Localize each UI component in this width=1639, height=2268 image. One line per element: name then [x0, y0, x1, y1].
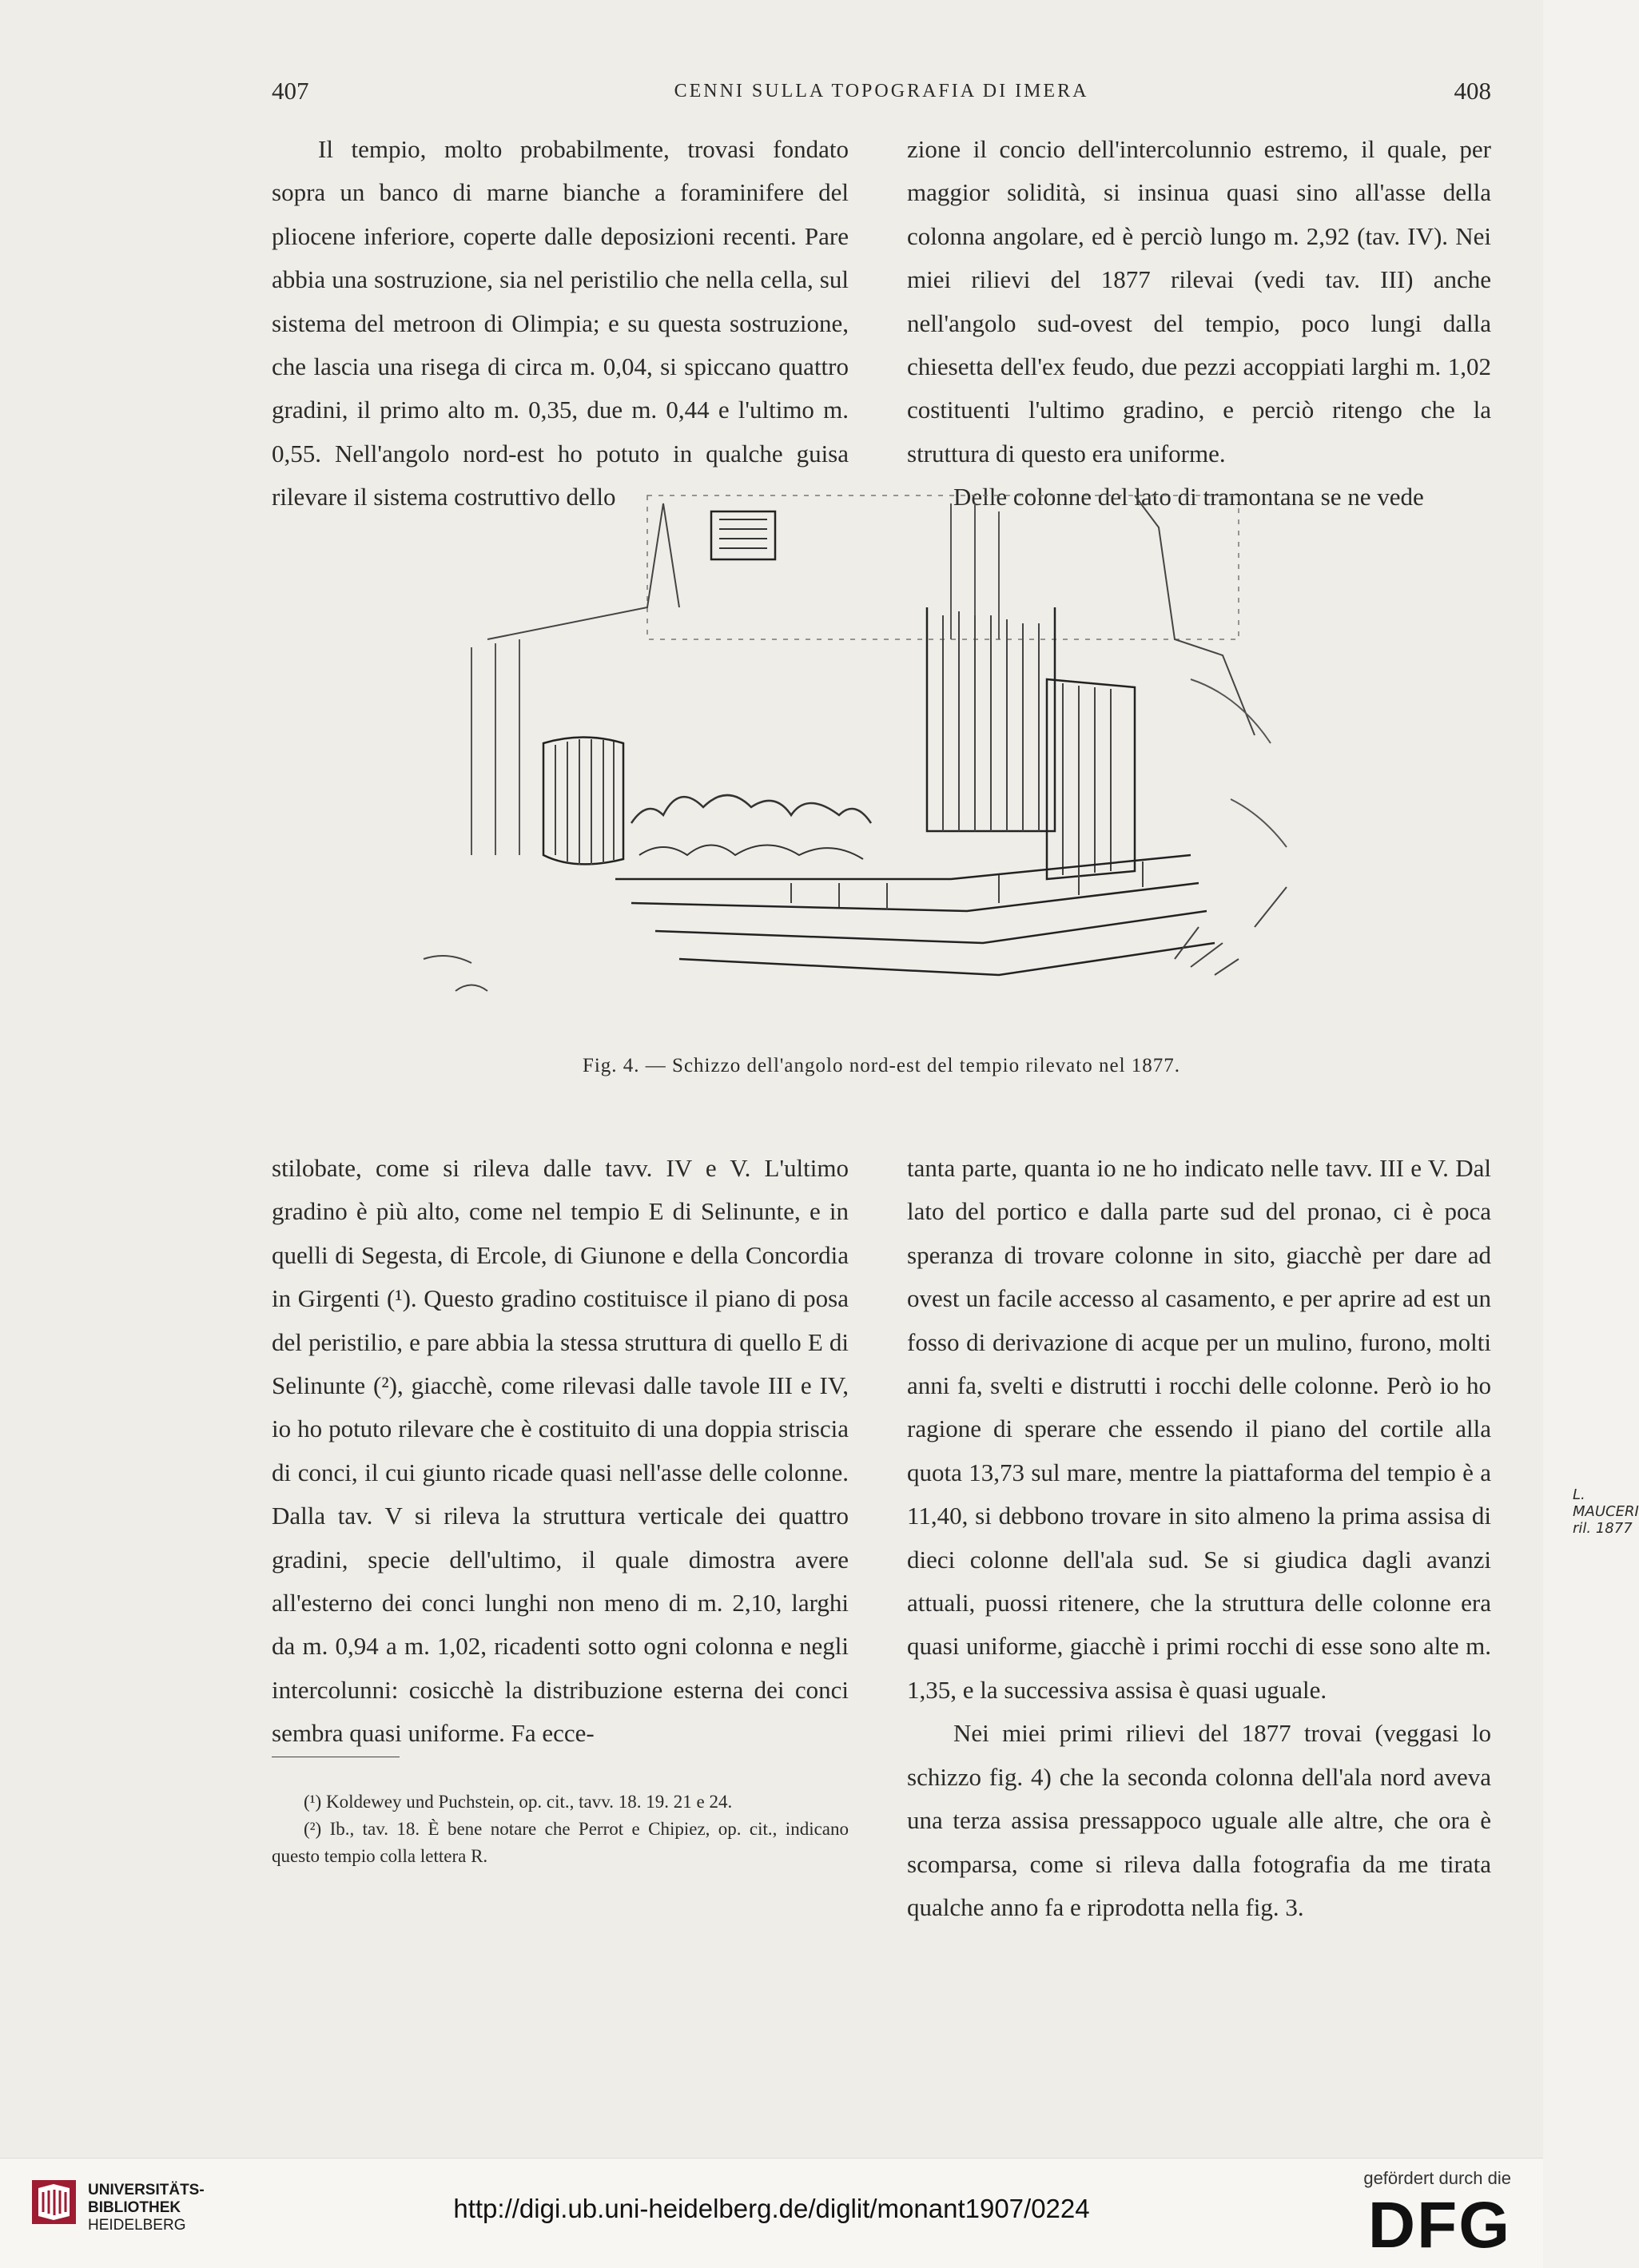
permalink-url[interactable]: http://digi.ub.uni-heidelberg.de/diglit/monant1907/0224: [453, 2194, 1090, 2223]
page-number-right: 408: [1454, 77, 1491, 105]
ruins-sketch-illustration: [392, 479, 1370, 1059]
left-column-top: [272, 128, 849, 519]
footnote: (¹) Koldewey und Puchstein, op. cit., tavv. 18. 19. 21 e 24.: [304, 1792, 733, 1812]
paragraph: tanta parte, quanta io ne ho indicato nelle tavv. III e V. Dal lato del portico e dalla parte sud del pronao, ci è poca speranza di trovare colonne in sito, giacchè per dare ad ovest un facile accesso al casamento, e per aprire ad est un fosso di derivazione di acque per un mulino, furono, molti anni fa, svelti e distrutti i rocchi delle colonne. Però io ho ragione di sperare che essendo il piano del cortile alla quota 13,73 sul mare, mentre la piattaforma del tempio è a 11,40, si debbono trovare in sito almeno la prima assisa di dieci colonne dell'ala sud. Se si giudica dagli avanzi attuali, puossi ritenere, che la struttura delle colonne era quasi uniforme, giacchè i primi rocchi di esse sono alte m. 1,35, e la successiva assisa è quasi uguale.: [907, 1154, 1491, 1704]
paragraph: Nei miei primi rilievi del 1877 trovai (veggasi lo schizzo fig. 4) che la seconda colonna dell'ala nord aveva una terza assisa pressappoco uguale alle altre, che ora è scomparsa, come si rileva dalla fotografia da me tirata qualche anno fa e riprodotta nella fig. 3.: [907, 1719, 1491, 1921]
library-name: UNIVERSITÄTS- BIBLIOTHEK HEIDELBERG: [88, 2182, 205, 2234]
footnotes: [272, 1789, 849, 1870]
page-header: [272, 77, 1491, 109]
dfg-logo: DFG: [1367, 2189, 1511, 2262]
right-column-top: [907, 128, 1491, 519]
paragraph: Il tempio, molto probabilmente, trovasi fondato sopra un banco di marne bianche a foraminifere del pliocene inferiore, coperte dalle deposizioni recenti. Pare abbia una sostruzione, sia nel peristilio che nella cella, sul sistema del metroon di Olimpia; e su questa sostruzione, che lascia una risega di circa m. 0,04, si spiccano quattro gradini, il primo alto m. 0,35, due m. 0,44 e l'ultimo m. 0,55. Nell'angolo nord-est ho potuto in qualche guisa rilevare il sistema costruttivo dello: [272, 135, 849, 511]
left-column-bottom: [272, 1147, 849, 1756]
artist-signature: L. MAUCERI ril. 1877: [1573, 1486, 1639, 1537]
running-title: CENNI SULLA TOPOGRAFIA DI IMERA: [674, 81, 1089, 101]
footnote: (²) Ib., tav. 18. È bene notare che Perrot e Chipiez, op. cit., indicano questo tempio colla lettera R.: [272, 1819, 849, 1866]
paragraph: stilobate, come si rileva dalle tavv. IV e V. L'ultimo gradino è più alto, come nel tempio E di Selinunte, e in quelli di Segesta, di Ercole, di Giunone e della Concordia in Girgenti (¹). Questo gradino costituisce il piano di posa del peristilio, e pare abbia la stessa struttura di quello E di Selinunte (²), giacchè, come rilevasi dalle tavole III e IV, io ho potuto rilevare che è costituito di una doppia striscia di conci, il cui giunto ricade quasi nell'asse delle colonne. Dalla tav. V si rileva la struttura verticale dei quattro gradini, specie dell'ultimo, il quale dimostra avere all'esterno dei conci lunghi non meno di m. 2,10, larghi da m. 0,94 a m. 1,02, ricadenti sotto ogni colonna e negli intercolunni: cosicchè la distribuzione esterna dei conci sembra quasi uniforme. Fa ecce-: [272, 1154, 849, 1748]
right-column-bottom: [907, 1147, 1491, 1929]
paragraph: Delle colonne del lato di tramontana se ne vede: [953, 483, 1424, 511]
funding-label: gefördert durch die: [1363, 2168, 1511, 2188]
figure-caption: Fig. 4. — Schizzo dell'angolo nord-est del tempio rilevato nel 1877.: [582, 1055, 1181, 1076]
page-number-left: 407: [272, 77, 309, 105]
paragraph: zione il concio dell'intercolunnio estremo, il quale, per maggior solidità, si insinua quasi sino all'asse della colonna angolare, ed è perciò lungo m. 2,92 (tav. IV). Nei miei rilievi del 1877 rilevai (vedi tav. III) anche nell'angolo sud-ovest del tempio, poco lungi dalla chiesetta dell'ex feudo, due pezzi accoppiati larghi m. 1,02 costituenti l'ultimo gradino, e perciò ritengo che la struttura di questo era uniforme.: [907, 135, 1491, 468]
